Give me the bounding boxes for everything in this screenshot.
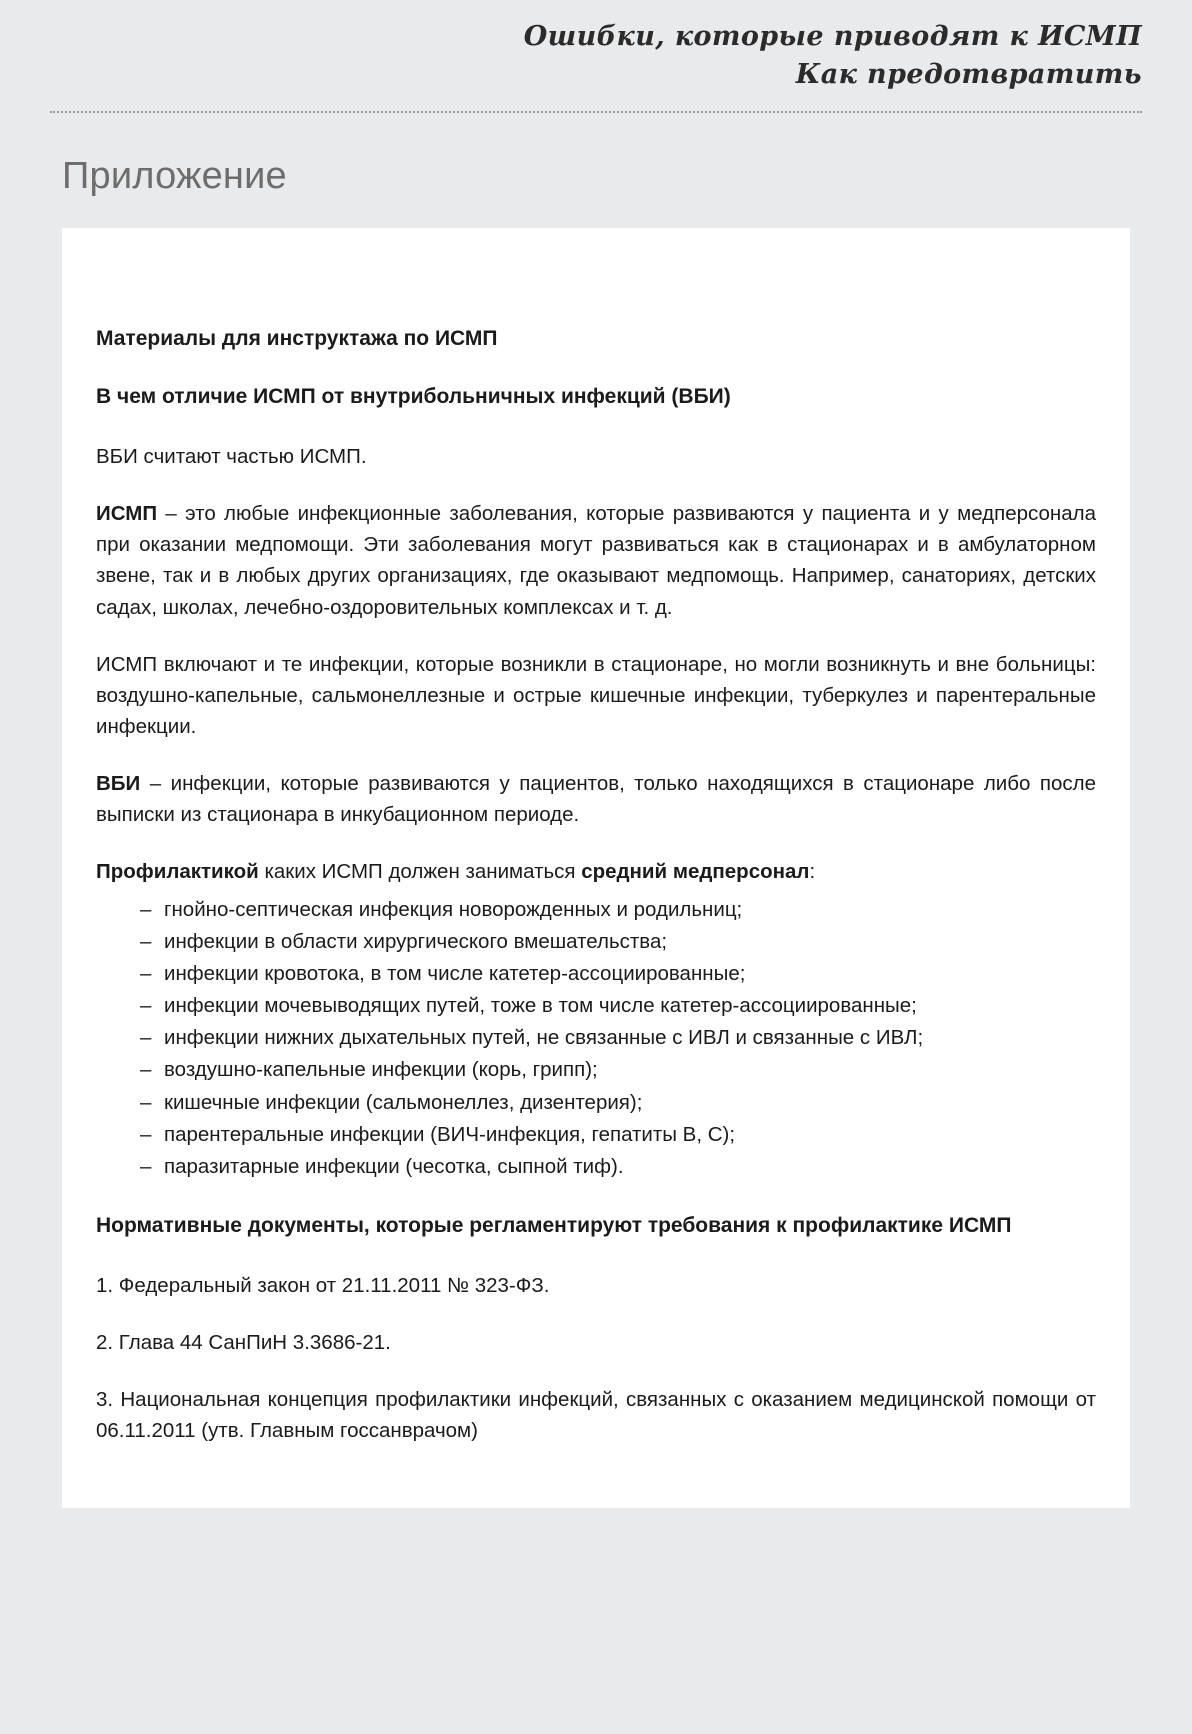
paragraph-vbi-part: ВБИ считают частью ИСМП. [96,444,367,468]
term-vbi: ВБИ [96,772,141,796]
dash-bullet-icon: – [140,994,152,1018]
list-item [96,958,1096,990]
reference-item: 1. Федеральный закон от 21.11.2011 № 323-ФЗ. [96,1273,550,1297]
reference-item: 3. Национальная концепция профилактики инфекций, связанных с оказанием медицинской помощи от 06.11.2011 (утв. Главным госсанврачом) [96,1387,1096,1443]
running-header [0,0,1192,95]
dash-bullet-icon: – [140,929,152,953]
infection-types-list [96,894,1096,1184]
list-item [96,1054,1096,1086]
dash-bullet-icon: – [140,1090,152,1114]
running-header-line-2: Как предотвратить [795,59,1142,91]
list-item-label: инфекции нижних дыхательных путей, не связанные с ИВЛ и связанные с ИВЛ; [164,1026,924,1050]
list-item-label: парентеральные инфекции (ВИЧ-инфекция, гепатиты B, C); [164,1122,736,1146]
dash-bullet-icon: – [140,1122,152,1146]
dash-bullet-icon: – [140,1154,152,1178]
dash-bullet-icon: – [140,1058,152,1082]
prophylaxis-tail-text: : [809,860,816,884]
list-item-label: паразитарные инфекции (чесотка, сыпной тиф). [164,1154,624,1178]
list-item-label: гнойно-септическая инфекция новорожденных и родильниц; [164,897,743,921]
list-item-label: воздушно-капельные инфекции (корь, грипп); [164,1058,598,1082]
section-heading-normative: Нормативные документы, которые регламентируют требования к профилактике ИСМП [96,1214,1012,1238]
list-item-label: инфекции кровотока, в том числе катетер-ассоциированные; [164,961,746,985]
term-nursing-staff: средний медперсонал [581,860,810,884]
list-item-label: кишечные инфекции (сальмонеллез, дизентерия); [164,1090,643,1114]
paragraph-ismp-includes: ИСМП включают и те инфекции, которые возникли в стационаре, но могли возникнуть и вне больницы: воздушно-капельные, сальмонеллезные и острые кишечные инфекции, туберкулез и парентеральные инфекции. [96,652,1096,738]
reference-item: 2. Глава 44 СанПиН 3.3686-21. [96,1330,391,1354]
list-item [96,1119,1096,1151]
dash-bullet-icon: – [140,1026,152,1050]
list-item-label: инфекции в области хирургического вмешательства; [164,929,668,953]
paragraph-ismp-definition-text: – это любые инфекционные заболевания, которые развиваются у пациента и у медперсонала при оказании медпомощи. Эти заболевания могут развиваться как в стационарах и в амбулаторном звене, так и в любых других организациях, где оказывают медпомощь. Например, санаториях, детских садах, школах, лечебно-оздоровительных комплексах и т. д. [96,502,1096,619]
paragraph-vbi-definition [96,768,1096,830]
references-list [96,1270,1096,1447]
list-item-label: инфекции мочевыводящих путей, тоже в том числе катетер-ассоциированные; [164,994,917,1018]
normative-heading-block [96,1211,1096,1241]
running-header-line-1: Ошибки, которые приводят к ИСМП [523,21,1142,52]
section-heading-materials: Материалы для инструктажа по ИСМП [96,327,498,350]
dash-bullet-icon: – [140,961,152,985]
section-heading-difference: В чем отличие ИСМП от внутрибольничных инфекций (ВБИ) [96,385,731,409]
list-item [96,1022,1096,1054]
list-item [96,894,1096,926]
prophylaxis-middle-text: каких ИСМП должен заниматься [258,860,582,884]
list-item [96,1087,1096,1119]
list-item [96,926,1096,958]
list-item [96,990,1096,1022]
paragraph-vbi-definition-text: – инфекции, которые развиваются у пациентов, только находящихся в стационаре либо после выписки из стационара в инкубационном периоде. [96,772,1096,827]
paragraph-prophylaxis-intro [96,856,1096,887]
dash-bullet-icon: – [140,897,152,921]
term-ismp: ИСМП [96,502,158,526]
paragraph-ismp-definition [96,498,1096,623]
term-prophylaxis: Профилактикой [96,860,259,884]
document-content-card [62,228,1130,1508]
list-item [96,1151,1096,1183]
page-title: Приложение [62,154,287,197]
